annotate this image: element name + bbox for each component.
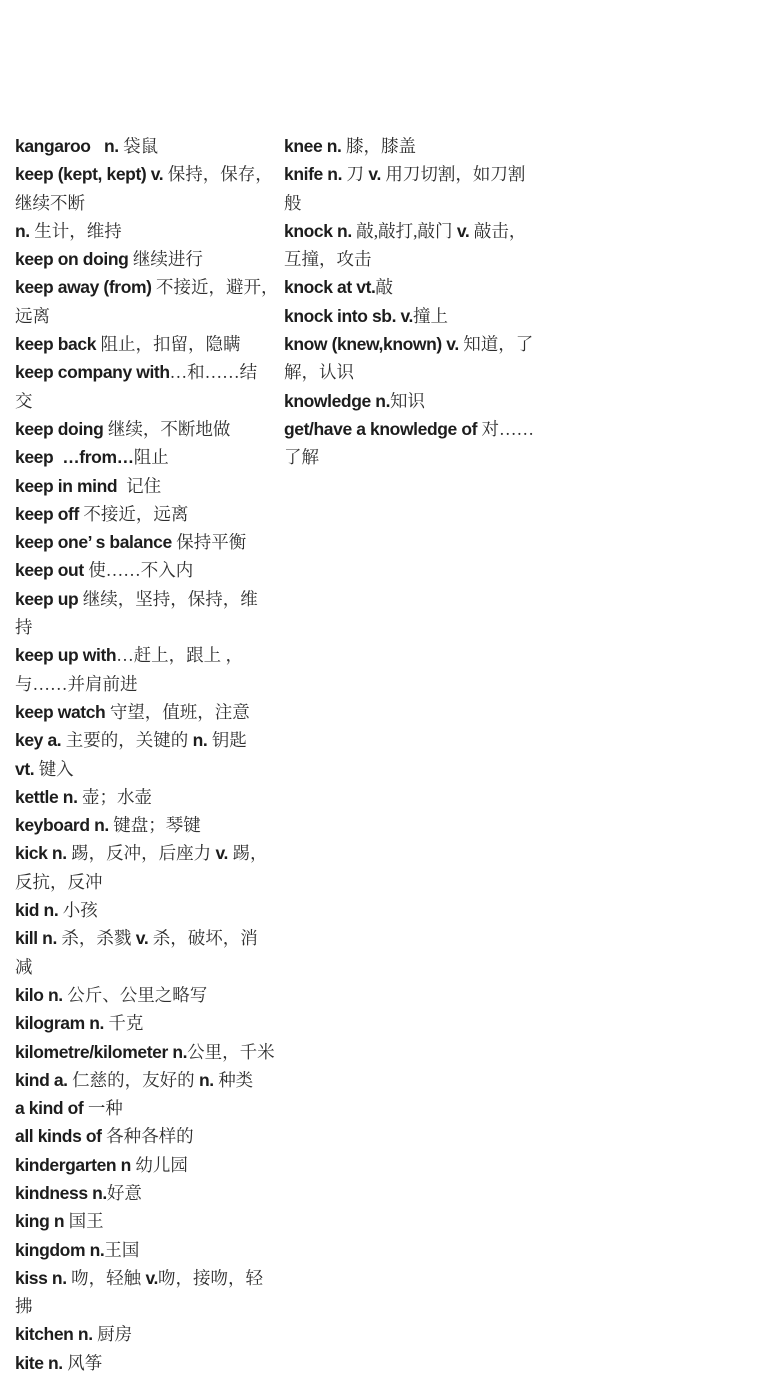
vocab-line [15, 500, 284, 528]
vocab-line [284, 273, 768, 301]
english-text: n. [192, 730, 212, 751]
chinese-text: …赶上，跟上 ， [116, 645, 244, 666]
english-text: kingdom n. [15, 1239, 105, 1260]
chinese-text: 对…… [481, 418, 535, 439]
vocab-line [15, 670, 284, 698]
chinese-text: 继续，坚持，保持，维 [82, 588, 258, 609]
english-text: knock at vt. [284, 277, 376, 298]
english-text: all kinds of [15, 1126, 107, 1147]
vocab-line [15, 132, 284, 160]
vocab-line [15, 1066, 284, 1094]
english-text: kick n. [15, 843, 72, 864]
english-text: v. [135, 928, 153, 949]
english-text: kill n. [15, 928, 62, 949]
vocab-line [284, 302, 768, 330]
vocab-line [15, 415, 284, 443]
vocab-line [15, 1207, 284, 1235]
chinese-text: 刀 [346, 164, 369, 185]
english-text: knife n. [284, 164, 347, 185]
chinese-text: 袋鼠 [123, 136, 159, 156]
vocab-line [284, 415, 768, 443]
vocab-line [15, 896, 284, 924]
english-text: vt. [15, 758, 39, 779]
english-text: kid n. [15, 900, 63, 921]
vocab-line [15, 443, 284, 471]
english-text: knock n. [284, 220, 357, 241]
chinese-text: 继续进行 [132, 249, 203, 270]
english-text: n. [198, 1069, 219, 1090]
english-text: keep out [15, 560, 89, 581]
chinese-text: 敲,敲打,敲门 [356, 220, 457, 241]
vocab-line [284, 217, 768, 245]
vocab-line [284, 330, 768, 358]
chinese-text: 杀，破坏，消 [152, 928, 258, 949]
chinese-text: 不接近，避开， [156, 277, 279, 298]
chinese-text: 远离 [15, 305, 50, 326]
vocab-line [15, 1349, 284, 1377]
chinese-text: 互撞，攻击 [284, 249, 372, 270]
vocab-line [15, 1094, 284, 1122]
chinese-text: 踢，反冲，后座力 [71, 843, 216, 864]
chinese-text: 公里，千米 [187, 1041, 275, 1062]
chinese-text: 国王 [68, 1211, 104, 1232]
english-text: kitchen n. [15, 1324, 98, 1345]
chinese-text: 王国 [104, 1239, 140, 1260]
chinese-text: 知识 [390, 390, 426, 411]
english-text: keep doing [15, 418, 108, 439]
chinese-text: 持 [15, 617, 33, 638]
chinese-text: 踢， [232, 843, 268, 864]
chinese-text: 交 [15, 390, 33, 411]
chinese-text: 用刀切割，如刀割 [385, 164, 526, 185]
vocab-line [15, 472, 284, 500]
vocab-line [15, 783, 284, 811]
chinese-text: 守望，值班，注意 [109, 701, 250, 722]
chinese-text: 继续，不断地做 [107, 418, 231, 439]
vocab-line [15, 330, 284, 358]
vocab-line [284, 387, 768, 415]
vocab-line [15, 387, 284, 415]
vocab-line [15, 839, 284, 867]
english-text: keep off [15, 503, 84, 524]
chinese-text: …和……结 [169, 362, 258, 383]
english-text: v. [368, 164, 386, 185]
vocab-line [15, 698, 284, 726]
chinese-text: 吻，接吻，轻 [158, 1267, 264, 1288]
english-text: keep back [15, 334, 101, 355]
english-text: keep (kept, kept) v. [15, 164, 168, 185]
english-text: kangaroo n. [15, 136, 124, 156]
chinese-text: 敲 [375, 277, 393, 298]
chinese-text: 小孩 [62, 900, 98, 921]
vocab-line [15, 641, 284, 669]
english-text: v. [215, 843, 233, 864]
chinese-text: 各种各样的 [106, 1126, 194, 1147]
chinese-text: 风筝 [67, 1352, 103, 1373]
english-text: kilogram n. [15, 1013, 109, 1034]
vocab-line [15, 358, 284, 386]
chinese-text: 吻，轻触 [71, 1267, 146, 1288]
vocab-line [15, 189, 284, 217]
chinese-text: 保持，保存， [167, 164, 273, 185]
chinese-text: 千克 [108, 1013, 144, 1034]
chinese-text: 拂 [15, 1296, 33, 1317]
english-text: knock into sb. v. [284, 305, 414, 326]
vocab-line [15, 811, 284, 839]
vocab-line [15, 273, 284, 301]
chinese-text: 种类 [218, 1069, 254, 1090]
english-text: keep …from… [15, 447, 134, 468]
vocab-column-right [284, 132, 768, 472]
vocab-line [15, 868, 284, 896]
chinese-text: 膝，膝盖 [345, 136, 416, 156]
english-text: kind a. [15, 1069, 73, 1090]
vocab-line [284, 132, 768, 160]
vocab-line [15, 924, 284, 952]
vocab-line [15, 245, 284, 273]
vocab-line [15, 1151, 284, 1179]
vocab-line [15, 613, 284, 641]
vocab-line [284, 443, 768, 471]
english-text: keep one’ s balance [15, 532, 177, 553]
vocab-line [15, 1264, 284, 1292]
vocab-line [15, 1292, 284, 1320]
vocab-line [284, 358, 768, 386]
english-text: keep up [15, 588, 83, 609]
vocab-line [15, 528, 284, 556]
vocab-line [15, 1320, 284, 1348]
english-text: kindness n. [15, 1182, 107, 1203]
english-text: a kind of [15, 1098, 88, 1119]
english-text: kiss n. [15, 1267, 72, 1288]
english-text: keep away (from) [15, 277, 157, 298]
chinese-text: 知道，了 [463, 334, 534, 355]
chinese-text: 阻止，扣留，隐瞒 [100, 334, 241, 355]
vocab-line [15, 1038, 284, 1066]
vocab-line [15, 981, 284, 1009]
vocab-line [284, 189, 768, 217]
chinese-text: 般 [284, 192, 302, 213]
english-text: keep up with [15, 645, 117, 666]
vocab-line [15, 217, 284, 245]
vocab-line [15, 1122, 284, 1150]
vocab-line [284, 160, 768, 188]
chinese-text: 使……不入内 [88, 560, 194, 581]
chinese-text: 不接近，远离 [83, 503, 189, 524]
chinese-text: 生计，维持 [34, 220, 122, 241]
vocab-line [15, 1236, 284, 1264]
vocab-line [15, 953, 284, 981]
english-text: kindergarten n [15, 1154, 136, 1175]
english-text: keyboard n. [15, 815, 114, 836]
english-text: knowledge n. [284, 390, 391, 411]
chinese-text: 杀，杀戮 [61, 928, 136, 949]
vocab-line [15, 556, 284, 584]
english-text: keep in mind [15, 475, 127, 496]
english-text: king n [15, 1211, 69, 1232]
english-text: n. [15, 220, 35, 241]
english-text: kite n. [15, 1352, 68, 1373]
chinese-text: 键盘；琴键 [113, 815, 201, 836]
chinese-text: 仁慈的，友好的 [72, 1069, 199, 1090]
chinese-text: 解，认识 [284, 362, 354, 383]
vocab-line [15, 160, 284, 188]
chinese-text: 撞上 [413, 305, 449, 326]
chinese-text: 敲击， [473, 220, 527, 241]
chinese-text: 厨房 [97, 1324, 133, 1345]
english-text: knee n. [284, 136, 346, 156]
chinese-text: 减 [15, 956, 33, 977]
vocab-line [15, 302, 284, 330]
english-text: v. [145, 1267, 159, 1288]
english-text: keep watch [15, 701, 110, 722]
chinese-text: 记住 [126, 475, 162, 496]
english-text: keep on doing [15, 249, 133, 270]
english-text: key a. [15, 730, 66, 751]
english-text: kettle n. [15, 786, 82, 807]
english-text: kilo n. [15, 984, 68, 1005]
chinese-text: 壶；水壶 [82, 786, 152, 807]
chinese-text: 好意 [106, 1182, 142, 1203]
chinese-text: 钥匙 [211, 730, 247, 751]
english-text: know (knew,known) v. [284, 334, 464, 355]
chinese-text: 与……并肩前进 [15, 673, 138, 694]
chinese-text: 了解 [284, 447, 319, 468]
vocab-line [15, 1179, 284, 1207]
english-text: get/have a knowledge of [284, 418, 482, 439]
english-text: v. [456, 220, 474, 241]
vocab-line [15, 585, 284, 613]
vocab-column-left [15, 132, 284, 1377]
chinese-text: 幼儿园 [135, 1154, 188, 1175]
chinese-text: 反抗，反冲 [15, 871, 103, 892]
vocab-line [15, 726, 284, 754]
english-text: kilometre/kilometer n. [15, 1041, 188, 1062]
chinese-text: 公斤、公里之略写 [67, 984, 208, 1005]
english-text: keep company with [15, 362, 170, 383]
vocab-line [15, 1009, 284, 1037]
chinese-text: 主要的，关键的 [65, 730, 193, 751]
chinese-text: 键入 [38, 758, 74, 779]
chinese-text: 继续不断 [15, 192, 85, 213]
chinese-text: 阻止 [133, 447, 169, 468]
vocab-line [284, 245, 768, 273]
chinese-text: 一种 [87, 1098, 123, 1119]
vocab-line [15, 755, 284, 783]
chinese-text: 保持平衡 [176, 532, 247, 553]
